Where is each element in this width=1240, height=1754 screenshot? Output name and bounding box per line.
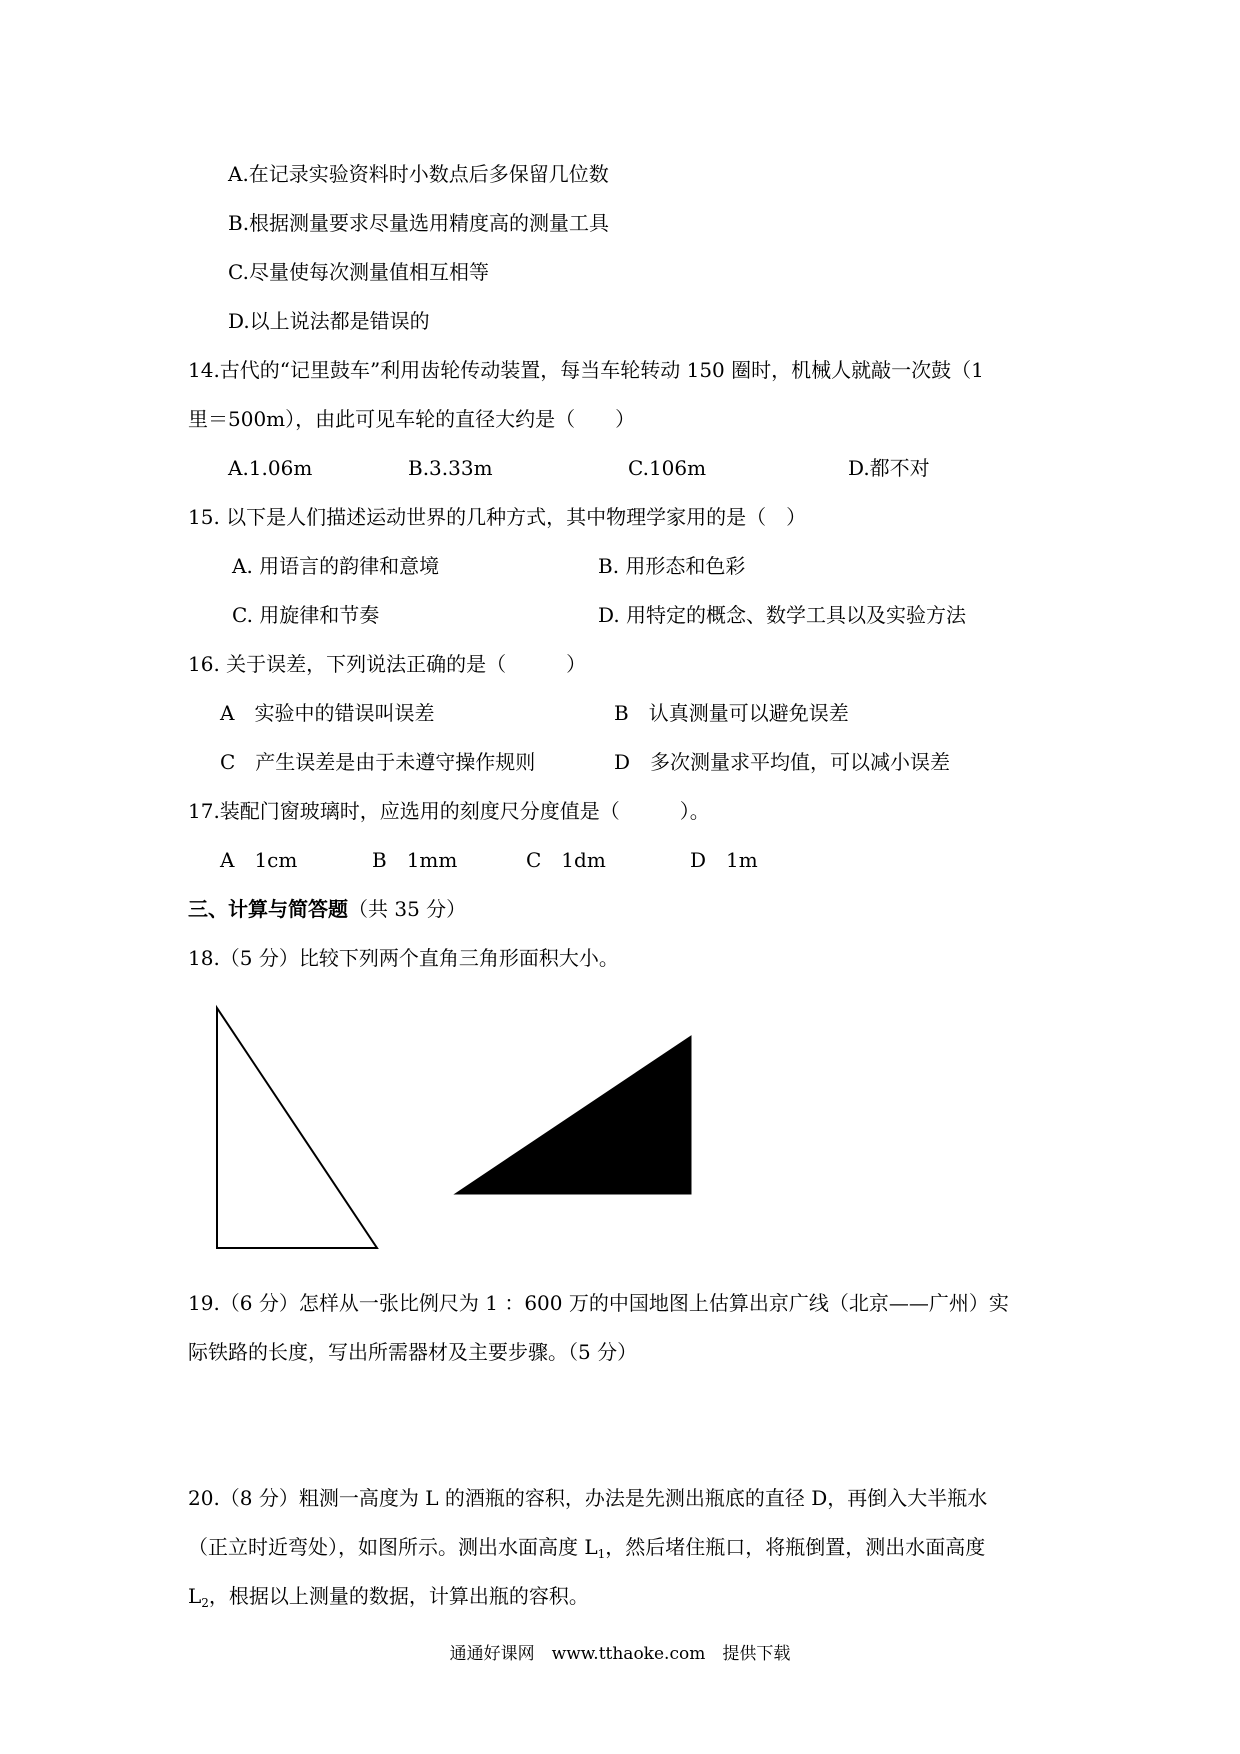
black-right-triangle — [455, 1036, 691, 1194]
white-right-triangle — [217, 1008, 377, 1248]
section-3-title: 三、计算与简答题 — [188, 897, 348, 921]
q16-stem: 16. 关于误差，下列说法正确的是（ ） — [188, 652, 587, 676]
q16-option-d: D 多次测量求平均值，可以减小误差 — [614, 750, 951, 774]
q13-option-b: B.根据测量要求尽量选用精度高的测量工具 — [228, 211, 610, 235]
q14-option-c: C.106m — [628, 456, 707, 480]
q20-stem-line2 — [188, 1533, 985, 1568]
q14-option-b: B.3.33m — [408, 456, 493, 480]
page-footer: 通通好课网 www.tthaoke.com 提供下载 — [449, 1644, 791, 1664]
q20-line2-text: （正立时近弯处），如图所示。测出水面高度 L — [188, 1535, 598, 1559]
q13-option-d: D.以上说法都是错误的 — [228, 309, 430, 333]
q15-stem: 15. 以下是人们描述运动世界的几种方式，其中物理学家用的是（ ） — [188, 505, 807, 529]
q18-stem: 18.（5 分）比较下列两个直角三角形面积大小。 — [188, 946, 619, 970]
q17-stem: 17.装配门窗玻璃时，应选用的刻度尺分度值是（ ）。 — [188, 799, 710, 823]
q18-triangles-figure — [205, 1000, 705, 1250]
q20-stem-line1: 20.（8 分）粗测一高度为 L 的酒瓶的容积，办法是先测出瓶底的直径 D，再倒入大半瓶水 — [188, 1486, 988, 1510]
q20-line3-text-cont: ，根据以上测量的数据，计算出瓶的容积。 — [208, 1584, 589, 1608]
q14-stem-line1: 14.古代的“记里鼓车”利用齿轮传动装置，每当车轮转动 150 圈时，机械人就敲一次鼓（1 — [188, 358, 984, 382]
section-3-heading — [188, 895, 466, 923]
q15-option-b: B. 用形态和色彩 — [598, 554, 746, 578]
q14-stem-line2: 里＝500m），由此可见车轮的直径大约是（ ） — [188, 407, 636, 431]
q20-subscript-1: 1 — [597, 1547, 606, 1561]
q14-option-d: D.都不对 — [848, 456, 930, 480]
q19-stem-line2: 际铁路的长度，写出所需器材及主要步骤。（5 分） — [188, 1340, 638, 1364]
q20-subscript-2: 2 — [201, 1596, 209, 1610]
q15-option-a: A. 用语言的韵律和意境 — [232, 554, 440, 578]
q17-option-a: A 1cm — [220, 848, 298, 872]
q17-option-d: D 1m — [690, 848, 758, 872]
q16-option-b: B 认真测量可以避免误差 — [614, 701, 849, 725]
q17-option-b: B 1mm — [372, 848, 458, 872]
q19-stem-line1: 19.（6 分）怎样从一张比例尺为 1 ：600 万的中国地图上估算出京广线（北京——广州）实 — [188, 1291, 1009, 1315]
q15-option-c: C. 用旋律和节奏 — [232, 603, 380, 627]
q16-option-c: C 产生误差是由于未遵守操作规则 — [220, 750, 536, 774]
q15-option-d: D. 用特定的概念、数学工具以及实验方法 — [598, 603, 967, 627]
q20-line2-text-cont: ，然后堵住瓶口，将瓶倒置，测出水面高度 — [605, 1535, 986, 1559]
q16-option-a: A 实验中的错误叫误差 — [220, 701, 435, 725]
q20-line3-text: L — [188, 1584, 202, 1608]
q13-option-c: C.尽量使每次测量值相互相等 — [228, 260, 489, 284]
q17-option-c: C 1dm — [526, 848, 606, 872]
q14-option-a: A.1.06m — [228, 456, 313, 480]
q20-stem-line3 — [188, 1582, 589, 1617]
section-3-points: （共 35 分） — [348, 897, 467, 921]
q13-option-a: A.在记录实验资料时小数点后多保留几位数 — [228, 162, 609, 186]
